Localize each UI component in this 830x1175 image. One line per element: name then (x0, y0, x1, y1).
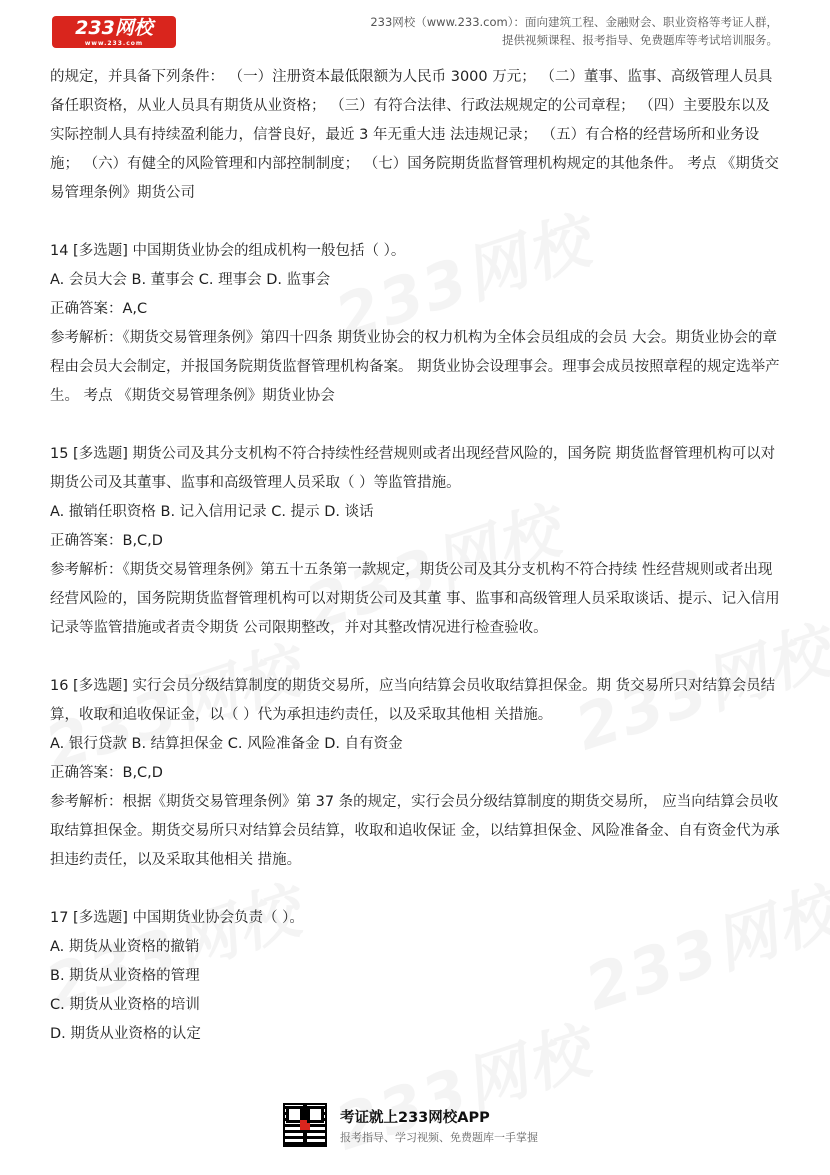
question-option: C. 期货从业资格的培训 (50, 997, 200, 1013)
document-body (50, 63, 782, 1049)
page-header (0, 0, 830, 56)
question-analysis: 参考解析：《期货交易管理条例》第五十五条第一款规定，期货公司及其分支机构不符合持续 性经营规则或者出现经营风险的，国务院期货监督管理机构可以对期货公司及其董 事、监事和高级管理人员采取谈话、提示、记入信用记录等监管措施或者责令期货 公司限期整改，并对其整改情况进行检查验收。 (50, 562, 780, 636)
header-info-line2: 提供视频课程、报考指导、免费题库等考试培训服务。 (502, 33, 778, 47)
question-answer: 正确答案：B,C,D (50, 533, 163, 549)
question-analysis: 参考解析：《期货交易管理条例》第四十四条 期货业协会的权力机构为全体会员组成的会员 大会。期货业协会的章程由会员大会制定，并报国务院期货监督管理机构备案。 期货业协会设理事会。理事会成员按照章程的规定选举产生。 考点 《期货交易管理条例》期货业协会 (50, 330, 780, 404)
question-title: 14 [多选题] 中国期货业协会的组成机构一般包括（ ）。 (50, 243, 406, 259)
question-title: 15 [多选题] 期货公司及其分支机构不符合持续性经营规则或者出现经营风险的，国务院 期货监督管理机构可以对期货公司及其董事、监事和高级管理人员采取（ ）等监管措施。 (50, 446, 776, 491)
question-block-15 (50, 440, 782, 643)
question-block-16 (50, 672, 782, 875)
question-title: 16 [多选题] 实行会员分级结算制度的期货交易所，应当向结算会员收取结算担保金。期 货交易所只对结算会员结算，收取和追收保证金，以（ ）代为承担违约责任，以及采取其他相 关措施。 (50, 678, 776, 723)
logo-text: 233网校 (75, 17, 153, 39)
question-option: D. 期货从业资格的认定 (50, 1026, 201, 1042)
question-options: A. 撤销任职资格 B. 记入信用记录 C. 提示 D. 谈话 (50, 504, 374, 520)
question-title: 17 [多选题] 中国期货业协会负责（ ）。 (50, 910, 304, 926)
brand-logo[interactable] (52, 16, 176, 48)
intro-paragraph: 的规定，并具备下列条件： （一）注册资本最低限额为人民币 3000 万元； （二）董事、监事、高级管理人员具备任职资格，从业人员具有期货从业资格； （三）有符合法律、行政法规规定的公司章程； （四）主要股东以及实际控制人具有持续盈利能力，信誉良好，最近 3 年无重大违 法违规记录； （五）有合格的经营场所和业务设施； （六）有健全的风险管理和内部控制制度； （七）国务院期货监督管理机构规定的其他条件。 考点 《期货交易管理条例》期货公司 (50, 69, 779, 201)
footer-title: 考证就上233网校APP (340, 1110, 490, 1126)
question-option: A. 期货从业资格的撤销 (50, 939, 200, 955)
question-analysis: 参考解析：根据《期货交易管理条例》第 37 条的规定，实行会员分级结算制度的期货交易所， 应当向结算会员收取结算担保金。期货交易所只对结算会员结算，收取和追收保证 金，以结算担保金、风险准备金、自有资金代为承担违约责任，以及采取其他相关 措施。 (50, 794, 780, 868)
question-answer: 正确答案：B,C,D (50, 765, 163, 781)
question-options: A. 银行贷款 B. 结算担保金 C. 风险准备金 D. 自有资金 (50, 736, 403, 752)
page-footer (0, 1098, 830, 1158)
footer-subtitle: 报考指导、学习视频、免费题库一手掌握 (340, 1131, 538, 1144)
logo-url: www.233.com (84, 40, 144, 47)
header-info (318, 13, 778, 49)
header-info-line1: 233网校（www.233.com）：面向建筑工程、金融财会、职业资格等考证人群， (370, 15, 778, 29)
question-block-14 (50, 237, 782, 411)
question-option: B. 期货从业资格的管理 (50, 968, 200, 984)
question-block-17 (50, 904, 782, 1049)
question-options: A. 会员大会 B. 董事会 C. 理事会 D. 监事会 (50, 272, 331, 288)
question-answer: 正确答案：A,C (50, 301, 148, 317)
qr-code-icon[interactable] (283, 1103, 327, 1147)
